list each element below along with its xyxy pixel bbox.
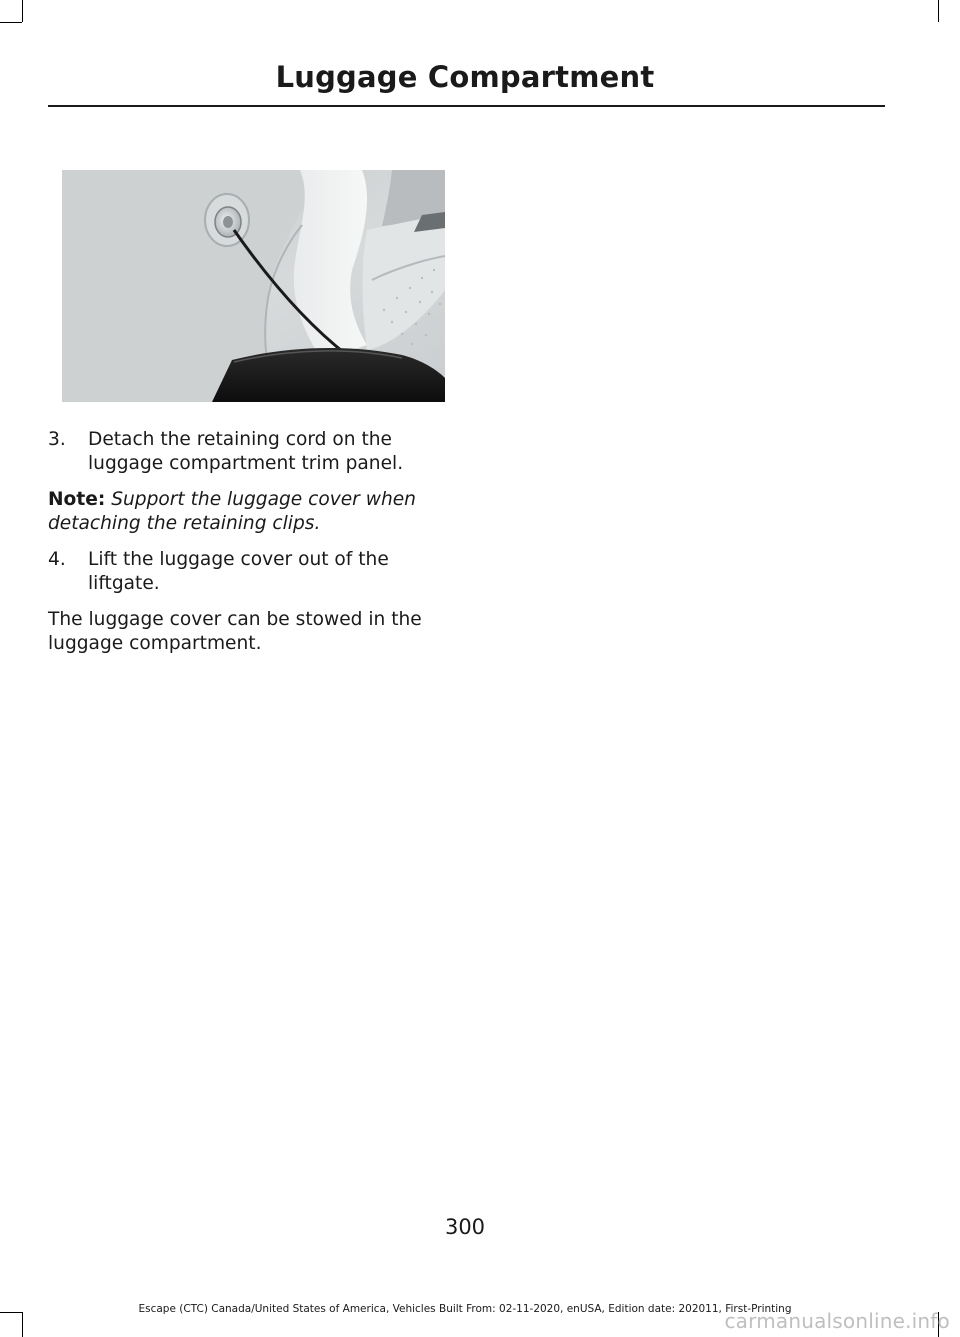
crop-mark (22, 1312, 23, 1337)
body-paragraph: The luggage cover can be stowed in the luggage compartment. (48, 609, 422, 654)
header-divider (48, 105, 885, 107)
step-number: 3. (48, 429, 66, 450)
crop-mark (938, 0, 939, 22)
step-item (48, 428, 440, 476)
crop-mark (0, 22, 22, 23)
step-text: Lift the luggage cover out of the liftgate. (88, 549, 389, 594)
watermark: carmanualsonline.info (724, 1309, 950, 1333)
page-title: Luggage Compartment (275, 60, 655, 94)
note (48, 488, 440, 536)
note-text: Support the luggage cover when detaching the retaining clips. (48, 489, 416, 534)
step-number: 4. (48, 549, 66, 570)
footer-text: Escape (CTC) Canada/United States of America, Vehicles Built From: 02-11-2020, enUSA, Edition date: 202011, First-Printing (138, 1303, 792, 1315)
note-label: Note: (48, 489, 106, 510)
step-text: Detach the retaining cord on the luggage compartment trim panel. (88, 429, 404, 474)
luggage-trim-panel-illustration (62, 170, 445, 402)
instructions (48, 428, 440, 656)
crop-mark (22, 0, 23, 22)
page-number: 300 (444, 1215, 486, 1239)
step-item (48, 548, 440, 596)
